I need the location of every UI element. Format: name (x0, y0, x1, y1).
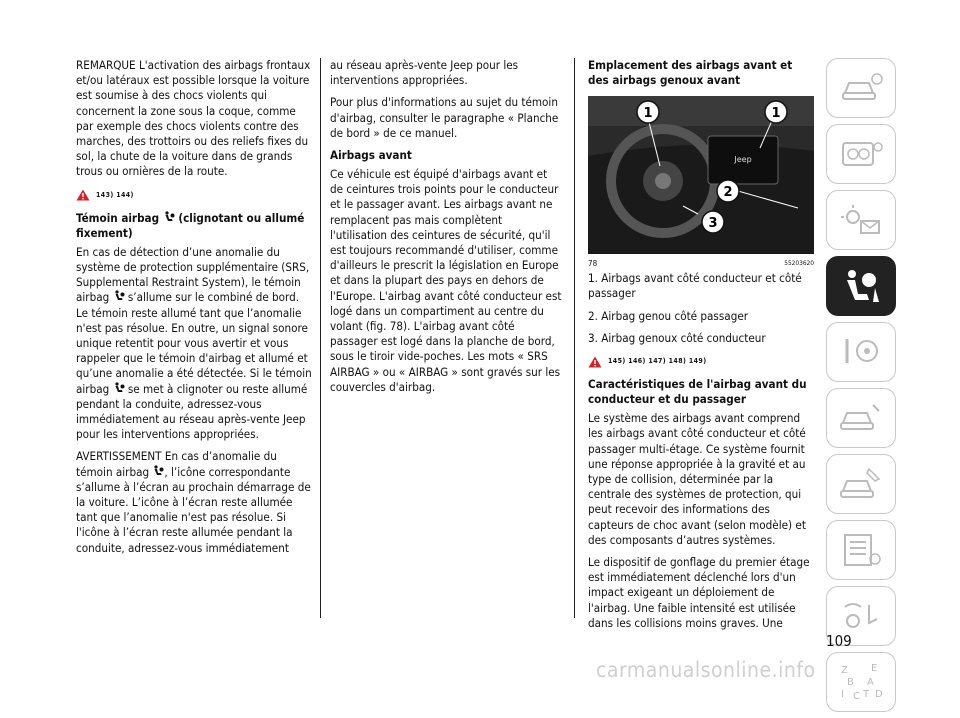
list-item: 1. Airbags avant côté conducteur et côté passager (588, 271, 802, 301)
wrench-steering-icon (839, 335, 883, 369)
para-text: , l’icône correspondante s’allume à l’écran au prochain démarrage de la voiture. L’icône à l’écran reste allumée tant que l’anomalie n'est pas résolue. Si l'icône à l’écran reste allumée pendant la conduite, adressez-vous immédiatement (76, 464, 311, 555)
column-3 (588, 58, 814, 638)
callout-2 (717, 180, 739, 202)
warning-reference (588, 354, 814, 369)
info-paragraph: Pour plus d'informations au sujet du témoin d'airbag, consulter le paragraphe « Planche de bord » de ce manuel. (330, 95, 559, 140)
list-item: 2. Airbag genou côté passager (588, 308, 749, 323)
airbag-warning-icon (152, 465, 164, 477)
tab-car-repair[interactable] (826, 454, 896, 514)
watermark: carmanualsonline.info (596, 658, 816, 682)
heading-suffix: (clignotant ou allumé fixement) (76, 210, 305, 240)
dashboard-illustration (588, 96, 814, 254)
car-service-icon (839, 401, 883, 435)
anomaly-paragraph (76, 245, 312, 443)
tab-lights-mail[interactable] (826, 190, 896, 250)
column-divider (320, 58, 321, 618)
airbag-warning-icon (163, 211, 175, 223)
airbags-avant-paragraph: Ce véhicule est équipé d'airbags avant et de ceintures trois points pour le conducteur et le passager avant. Les airbags avant ne remplacent pas mais complètent l'utilisation des ceintures de sécurité, qu'il est toujours recommandé d'utiliser, comme d'ailleurs le prescrit la législation en Europe et dans la plupart des pays en dehors de l'Europe. L'airbag avant côté conducteur est logé dans un compartiment au centre du volant (fig. 78). L'airbag avant côté passager est logé dans la planche de bord, sous le tiroir vide-poches. Les mots « SRS AIRBAG » ou « AIRBAG » sont gravés sur les couvercles d'airbag. (330, 167, 562, 394)
callout-3 (702, 211, 724, 233)
tab-car-service[interactable] (826, 388, 896, 448)
callout-1-left (637, 101, 659, 123)
tab-airbag-seat[interactable] (826, 256, 896, 316)
heading-temoin-airbag (76, 211, 312, 241)
heading-airbags-avant: Airbags avant (330, 148, 412, 163)
list-item: 3. Airbag genoux côté conducteur (588, 330, 766, 345)
warning-refs: 143) 144) (96, 190, 134, 199)
airbag-warning-icon (113, 382, 125, 394)
car-info-icon (839, 71, 883, 105)
tab-car-info[interactable] (826, 58, 896, 118)
tab-checklist[interactable] (826, 520, 896, 580)
jeep-screen-logo: Jeep (734, 155, 752, 164)
heading-emplacement: Emplacement des airbags avant et des airbags genoux avant (588, 58, 793, 87)
airbag-seat-icon (839, 266, 883, 306)
index-letter: E (871, 663, 878, 674)
figure-id: 55203620 (784, 259, 814, 267)
legend-list (588, 271, 814, 346)
index-letter: T (863, 689, 870, 700)
index-letter: D (875, 689, 883, 700)
callout-label: 2 (723, 185, 733, 200)
figure-number: 78 (588, 259, 598, 268)
tab-index[interactable] (826, 652, 896, 712)
car-repair-icon (839, 467, 883, 501)
column-divider (574, 58, 575, 618)
index-letter: Z (841, 665, 848, 676)
index-letter: A (867, 677, 874, 688)
gonflage-paragraph: Le dispositif de gonflage du premier étage est immédiatement déclenché lors d'un impact exigeant un déploiement de l'airbag. Une faible intensité est utilisée dans les collisions moins graves. Une (588, 555, 810, 630)
index-letter: C (853, 691, 860, 702)
warning-reference (76, 188, 312, 203)
continuation-paragraph: au réseau après-vente Jeep pour les interventions appropriées. (330, 58, 519, 88)
page-number: 109 (826, 632, 852, 650)
remarque-paragraph: REMARQUE L'activation des airbags frontaux et/ou latéraux est possible lorsque la voiture est soumise à des chocs violents qui concernent la zone sous la coque, comme par exemple des chocs violents contre des marches, des trottoirs ou des reliefs fixes du sol, la chute de la voiture dans de grands trous ou ornières de la route. (76, 58, 311, 179)
para-text: AVERTISSEMENT En cas d’anomalie du témoin airbag (76, 449, 277, 479)
callout-label: 1 (643, 106, 653, 121)
para-text: s’allume sur le combiné de bord. Le témoin reste allumé tant que l’anomalie n'est pas résolue. En outre, un signal sonore unique retentit pour vous avertir et vous rappeler que le témoin d'airbag et allumé et qu’une anomalie a été détectée. Si le témoin airbag (76, 290, 312, 396)
warning-triangle-icon (588, 356, 602, 368)
dashboard-info-icon (839, 137, 883, 171)
checklist-icon (839, 533, 883, 567)
avertissement-paragraph (76, 449, 312, 555)
para-text: se met à clignoter ou reste allumé pendant la conduite, adressez-vous immédiatement au réseau après-vente Jeep pour les interventions appropriées. (76, 381, 308, 442)
heading-prefix: Témoin airbag (76, 210, 160, 225)
warning-refs: 145) 146) 147) 148) 149) (608, 357, 707, 366)
callout-label: 3 (708, 216, 718, 231)
tab-wrench-steering[interactable] (826, 322, 896, 382)
index-letter: B (847, 677, 854, 688)
lights-mail-icon (839, 203, 883, 237)
para-text: En cas de détection d’une anomalie du système de protection supplémentaire (SRS, Supplemental Restraint System), le témoin airbag (76, 244, 310, 305)
dashboard-figure (588, 96, 814, 254)
warning-triangle-icon (76, 189, 90, 201)
heading-caracteristiques: Caractéristiques de l'airbag avant du conducteur et du passager (588, 377, 807, 407)
figure-caption (588, 256, 814, 271)
airbag-warning-icon (113, 290, 125, 302)
callout-label: 1 (771, 106, 781, 121)
tab-dashboard-info[interactable] (826, 124, 896, 184)
index-letters-icon (837, 661, 885, 703)
chapter-tabs (826, 58, 896, 718)
column-1 (76, 58, 312, 563)
index-letter: I (841, 689, 844, 700)
column-2 (330, 58, 562, 402)
caracteristiques-paragraph: Le système des airbags avant comprend les airbags avant côté conducteur et côté passager multi-étage. Ce système fournit une réponse appropriée à la gravité et au type de collision, déterminée par la centrale des systèmes de protection, qui peut recevoir des informations des capteurs de choc avant (selon modèle) et des composants d’autres systèmes. (588, 411, 806, 547)
callout-1-right (765, 101, 787, 123)
multimedia-icon (839, 599, 883, 633)
